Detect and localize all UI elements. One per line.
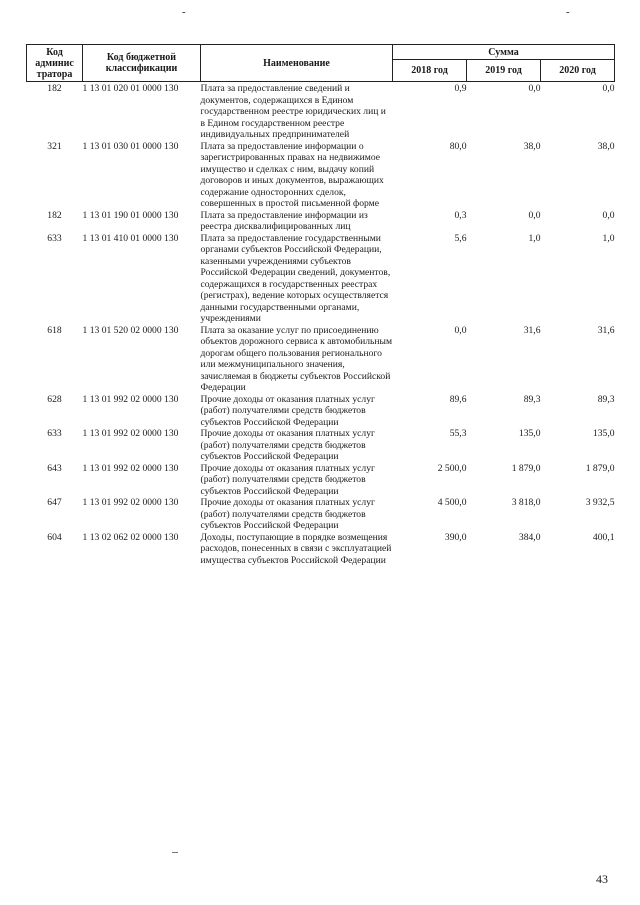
header-code: Код бюджетной классификации [83, 45, 201, 82]
admin-code: 182 [47, 83, 62, 94]
item-name: Плата за предоставление государственными органами субъектов Российской Федерации, казенными учреждениями субъектов Российской Федерации сведений, документов, содержащихся в государственных реестрах (регистрах), ведение которых осуществляется данными государственными органами, учреждениями [200, 232, 391, 324]
sum-2018: 0,0 [454, 324, 467, 336]
sum-2019: 1 879,0 [511, 462, 541, 474]
item-name: Плата за предоставление информации о зарегистрированных правах на недвижимое имущество и сделках с ним, выдачу копий договоров и иных документов, выражающих содержание односторонних сделок, совершенных в простой письменной форме [200, 140, 384, 209]
budget-code: 1 13 02 062 02 0000 130 [82, 531, 179, 543]
sum-2019: 3 818,0 [511, 497, 541, 508]
header-name: Наименование [201, 45, 393, 82]
budget-table [26, 44, 615, 566]
sum-2020: 135,0 [592, 428, 615, 439]
sum-2020: 0,0 [602, 209, 615, 221]
sum-2019: 89,3 [523, 393, 541, 405]
item-name: Доходы, поступающие в порядке возмещения расходов, понесенных в связи с эксплуатацией имущества субъектов Российской Федерации [200, 531, 392, 566]
sum-2018: 5,6 [454, 232, 467, 244]
admin-code: 604 [47, 531, 62, 543]
item-name: Плата за предоставление информации из реестра дисквалифицированных лиц [200, 209, 368, 232]
table-header [27, 45, 615, 82]
sum-2020: 3 932,5 [585, 497, 615, 508]
admin-code: 182 [47, 209, 62, 221]
header-year-2018: 2018 год [393, 60, 467, 82]
admin-code: 618 [47, 324, 62, 336]
header-sum: Сумма [393, 45, 615, 60]
sum-2018: 390,0 [444, 531, 467, 543]
table-row [27, 428, 615, 463]
table-row [27, 82, 615, 141]
admin-code: 643 [47, 462, 62, 474]
item-name: Прочие доходы от оказания платных услуг (работ) получателями средств бюджетов субъектов Российской Федерации [200, 462, 375, 497]
sum-2019: 0,0 [528, 83, 541, 94]
budget-code: 1 13 01 020 01 0000 130 [82, 83, 179, 94]
sum-2020: 1,0 [602, 232, 615, 244]
top-mark-right: - [566, 6, 570, 18]
sum-2019: 1,0 [528, 232, 541, 244]
sum-2019: 135,0 [518, 428, 541, 439]
table-row [27, 497, 615, 532]
scan-mark [172, 852, 178, 853]
item-name: Прочие доходы от оказания платных услуг (работ) получателями средств бюджетов субъектов Российской Федерации [200, 393, 375, 428]
table-row [27, 233, 615, 325]
admin-code: 633 [47, 428, 62, 439]
sum-2018: 55,3 [449, 428, 467, 439]
sum-2018: 89,6 [449, 393, 467, 405]
sum-2018: 0,3 [454, 209, 467, 221]
admin-code: 628 [47, 393, 62, 405]
table-row [27, 463, 615, 498]
table-row [27, 394, 615, 429]
sum-2020: 400,1 [592, 531, 615, 543]
sum-2020: 89,3 [597, 393, 615, 405]
sum-2019: 0,0 [528, 209, 541, 221]
budget-code: 1 13 01 992 02 0000 130 [82, 497, 179, 508]
sum-2018: 80,0 [449, 140, 467, 152]
sum-2020: 0,0 [602, 83, 615, 94]
budget-code: 1 13 01 520 02 0000 130 [82, 324, 179, 336]
sum-2019: 384,0 [518, 531, 541, 543]
item-name: Прочие доходы от оказания платных услуг (работ) получателями средств бюджетов субъектов Российской Федерации [200, 497, 375, 531]
admin-code: 633 [47, 232, 62, 244]
item-name: Плата за предоставление сведений и документов, содержащихся в Едином государственном реестре юридических лиц и в Едином государственном реестре индивидуальных предпринимателей [200, 83, 386, 140]
top-mark-left: - [182, 6, 186, 18]
table-row [27, 141, 615, 210]
header-year-2020: 2020 год [541, 60, 615, 82]
sum-2019: 31,6 [523, 324, 541, 336]
budget-code: 1 13 01 992 02 0000 130 [82, 462, 179, 474]
sum-2020: 38,0 [597, 140, 615, 152]
budget-code: 1 13 01 992 02 0000 130 [82, 428, 179, 439]
header-year-2019: 2019 год [467, 60, 541, 82]
item-name: Прочие доходы от оказания платных услуг (работ) получателями средств бюджетов субъектов Российской Федерации [200, 428, 375, 462]
sum-2019: 38,0 [523, 140, 541, 152]
table-row [27, 210, 615, 233]
sum-2018: 4 500,0 [437, 497, 467, 508]
header-admin: Код админис тратора [27, 45, 83, 82]
budget-code: 1 13 01 992 02 0000 130 [82, 393, 179, 405]
sum-2018: 0,9 [454, 83, 467, 94]
sum-2020: 31,6 [597, 324, 615, 336]
sum-2018: 2 500,0 [437, 462, 467, 474]
budget-code: 1 13 01 190 01 0000 130 [82, 209, 179, 221]
sum-2020: 1 879,0 [585, 462, 615, 474]
table-row [27, 325, 615, 394]
budget-code: 1 13 01 410 01 0000 130 [82, 232, 179, 244]
table-row [27, 532, 615, 567]
budget-code: 1 13 01 030 01 0000 130 [82, 140, 179, 152]
item-name: Плата за оказание услуг по присоединению объектов дорожного сервиса к автомобильным дорогам общего пользования регионального или межмуниципального значения, зачисляемая в бюджеты субъектов Российской Федерации [200, 324, 393, 393]
admin-code: 647 [47, 497, 62, 508]
page-number: 43 [596, 872, 608, 886]
admin-code: 321 [47, 140, 62, 152]
